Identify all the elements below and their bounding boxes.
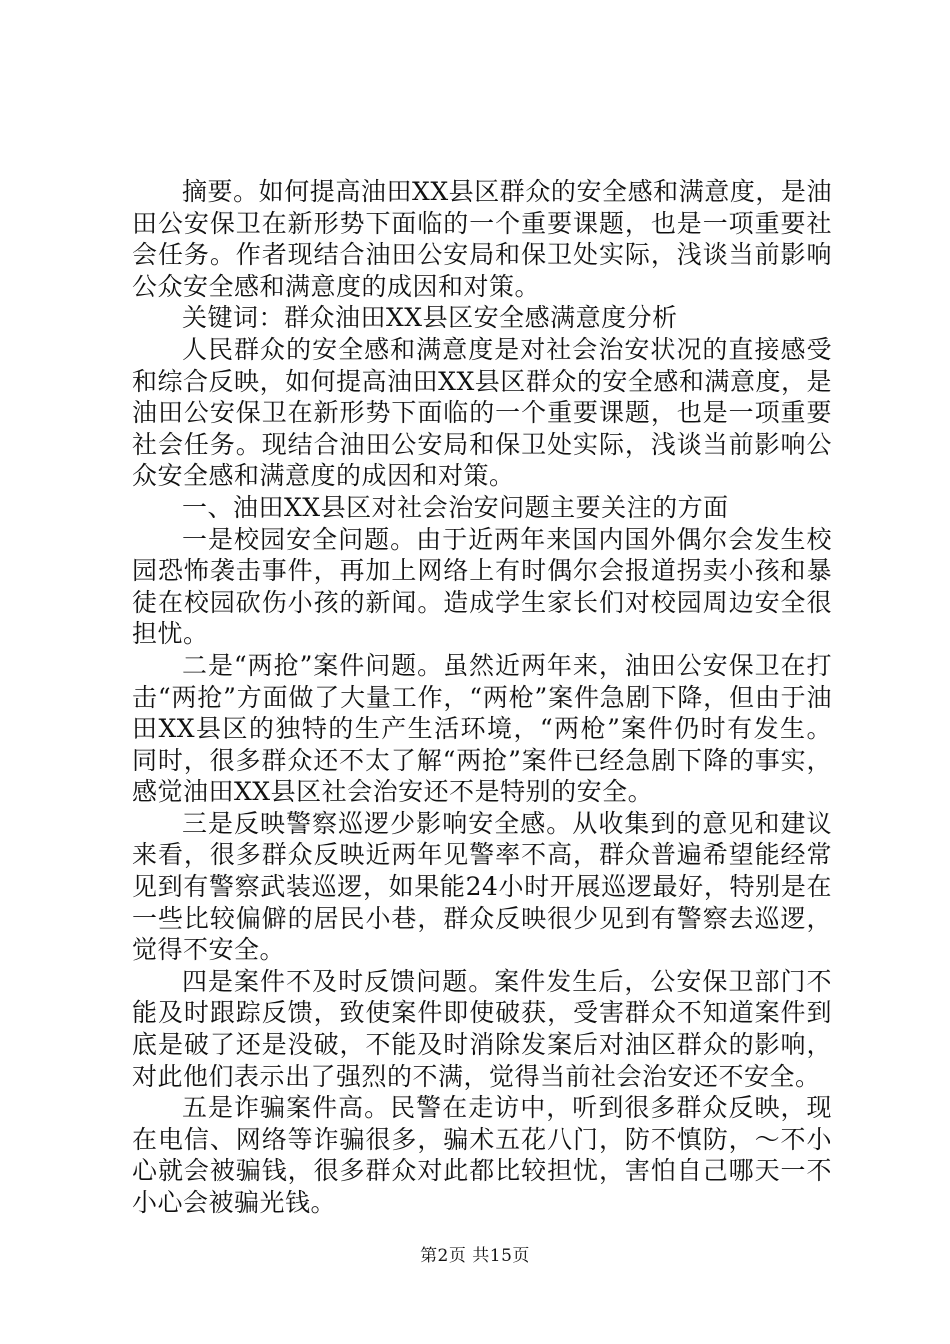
page-number-footer: 第2页 共15页 bbox=[420, 1246, 530, 1266]
document-body bbox=[132, 176, 832, 1219]
body-paragraph-campus-safety: 一是校园安全问题。由于近两年来国内国外偶尔会发生校园恐怖袭击事件，再加上网络上有时偶尔会报道拐卖小孩和暴徒在校园砍伤小孩的新闻。造成学生家长们对校园周边安全很担忧。 bbox=[132, 524, 832, 649]
intro-paragraph: 人民群众的安全感和满意度是对社会治安状况的直接感受和综合反映，如何提高油田XX县区群众的安全感和满意度，是油田公安保卫在新形势下面临的一个重要课题，也是一项重要社会任务。现结合油田公安局和保卫处实际，浅谈当前影响公众安全感和满意度的成因和对策。 bbox=[132, 334, 832, 491]
abstract-paragraph: 摘要。如何提高油田XX县区群众的安全感和满意度，是油田公安保卫在新形势下面临的一个重要课题，也是一项重要社会任务。作者现结合油田公安局和保卫处实际，浅谈当前影响公众安全感和满意度的成因和对策。 bbox=[132, 177, 832, 301]
body-paragraph-patrol: 三是反映警察巡逻少影响安全感。从收集到的意见和建议来看，很多群众反映近两年见警率不高，群众普遍希望能经常见到有警察武装巡逻，如果能24小时开展巡逻最好，特别是在一些比较偏僻的居民小巷，群众反映很少见到有警察去巡逻，觉得不安全。 bbox=[132, 808, 832, 965]
body-paragraph-fraud: 五是诈骗案件高。民警在走访中，听到很多群众反映，现在电信、网络等诈骗很多，骗术五花八门，防不慎防，～不小心就会被骗钱，很多群众对此都比较担忧，害怕自己哪天一不小心会被骗光钱。 bbox=[132, 1093, 832, 1217]
section-heading: 一、油田XX县区对社会治安问题主要关注的方面 bbox=[182, 492, 729, 522]
keywords-paragraph: 关键词：群众油田XX县区安全感满意度分析 bbox=[182, 303, 678, 333]
body-paragraph-case-feedback: 四是案件不及时反馈问题。案件发生后，公安保卫部门不能及时跟踪反馈，致使案件即使破获，受害群众不知道案件到底是破了还是没破，不能及时消除发案后对油区群众的影响，对此他们表示出了强烈的不满，觉得当前社会治安还不安全。 bbox=[132, 966, 832, 1091]
body-paragraph-robbery: 二是“两抢”案件问题。虽然近两年来，油田公安保卫在打击“两抢”方面做了大量工作，“两枪”案件急剧下降，但由于油田XX县区的独特的生产生活环境，“两枪”案件仍时有发生。同时，很多群众还不太了解“两抢”案件已经急剧下降的事实，感觉油田XX县区社会治安还不是特别的安全。 bbox=[132, 650, 832, 807]
